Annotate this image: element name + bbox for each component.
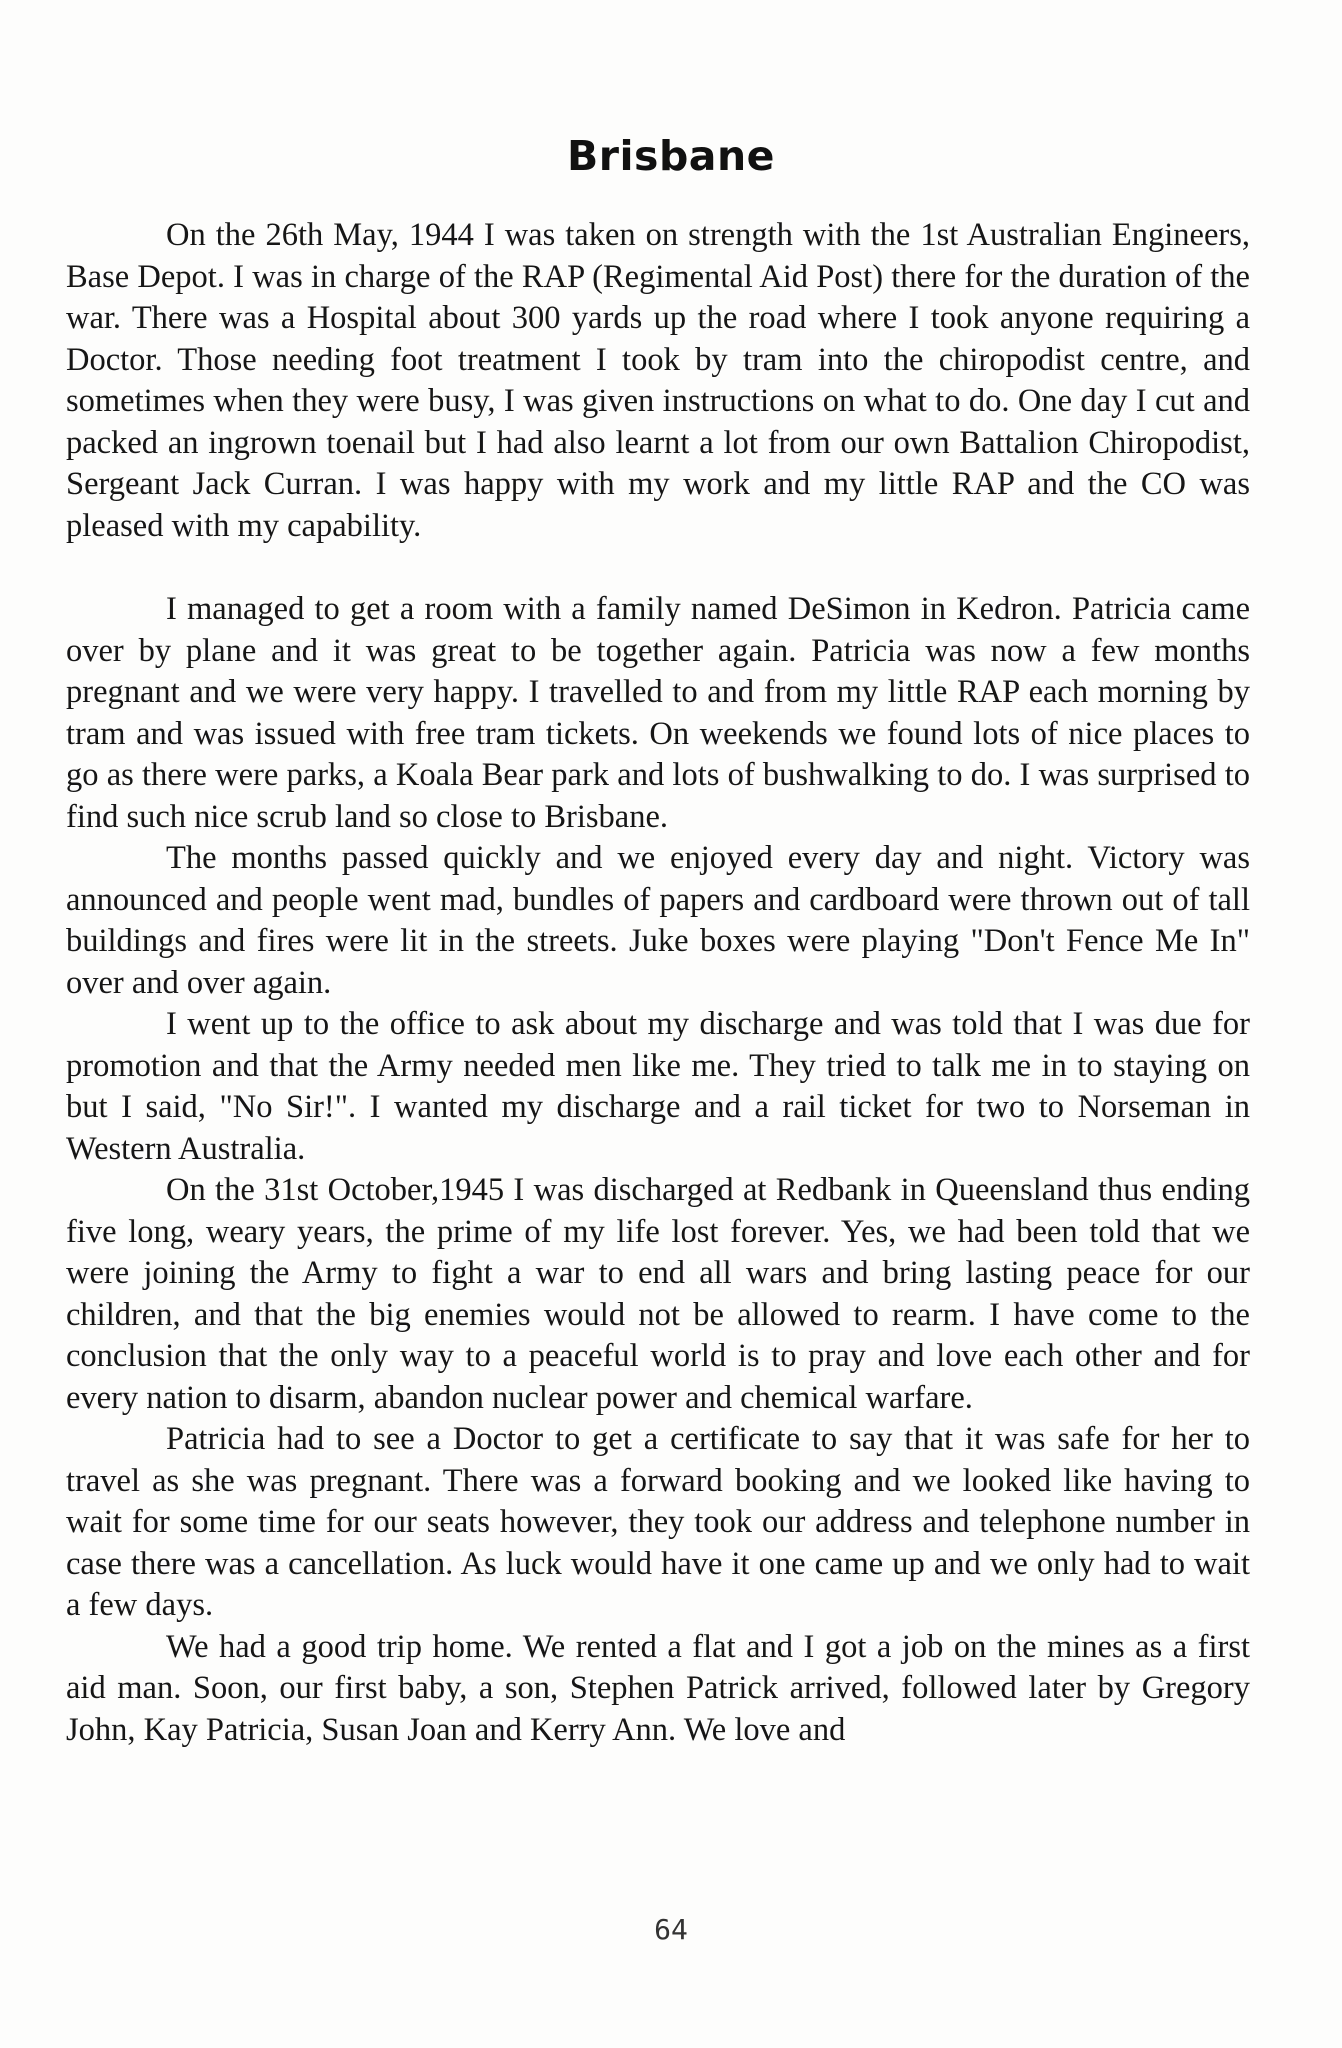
paragraph-3: The months passed quickly and we enjoyed every day and night. Victory was announced and people went mad, bundles of papers and cardboard were thrown out of tall buildings and fires were lit in the streets. Juke boxes were playing "Don't Fence Me In" over and over again. [66,840,1250,1001]
paragraph-6: Patricia had to see a Doctor to get a certificate to say that it was safe for her to travel as she was pregnant. There was a forward booking and we looked like having to wait for some time for our seats however, they took our address and telephone number in case there was a cancellation. As luck would have it one came up and we only had to wait a few days. [66,1421,1250,1623]
page-title: Brisbane [567,132,775,180]
paragraph-1: On the 26th May, 1944 I was taken on strength with the 1st Australian Engineers, Base Depot. I was in charge of the RAP (Regimental Aid Post) there for the duration of the war. There was a Hospital about 300 yards up the road where I took anyone requiring a Doctor. Those needing foot treatment I took by tram into the chiropodist centre, and sometimes when they were busy, I was given instructions on what to do. One day I cut and packed an ingrown toenail but I had also learnt a lot from our own Battalion Chiropodist, Sergeant Jack Curran. I was happy with my work and my little RAP and the CO was pleased with my capability. [66,217,1250,544]
paragraph-7: We had a good trip home. We rented a flat and I got a job on the mines as a first aid man. Soon, our first baby, a son, Stephen Patrick arrived, followed later by Gregory John, Kay Patricia, Susan Joan and Kerry Ann. We love and [66,1628,1250,1748]
paragraph-4: I went up to the office to ask about my discharge and was told that I was due for promotion and that the Army needed men like me. They tried to talk me in to staying on but I said, "No Sir!". I wanted my discharge and a rail ticket for two to Norseman in Western Australia. [66,1006,1250,1167]
paragraph-5: On the 31st October,1945 I was discharged at Redbank in Queensland thus ending five long, weary years, the prime of my life lost forever. Yes, we had been told that we were joining the Army to fight a war to end all wars and bring lasting peace for our children, and that the big enemies would not be allowed to rearm. I have come to the conclusion that the only way to a peaceful world is to pray and love each other and for every nation to disarm, abandon nuclear power and chemical warfare. [66,1172,1250,1416]
body-text [66,215,1250,1751]
paragraph-2: I managed to get a room with a family named DeSimon in Kedron. Patricia came over by plane and it was great to be together again. Patricia was now a few months pregnant and we were very happy. I travelled to and from my little RAP each morning by tram and was issued with free tram tickets. On weekends we found lots of nice places to go as there were parks, a Koala Bear park and lots of bushwalking to do. I was surprised to find such nice scrub land so close to Brisbane. [66,591,1250,835]
page-number: 64 [654,1913,688,1946]
